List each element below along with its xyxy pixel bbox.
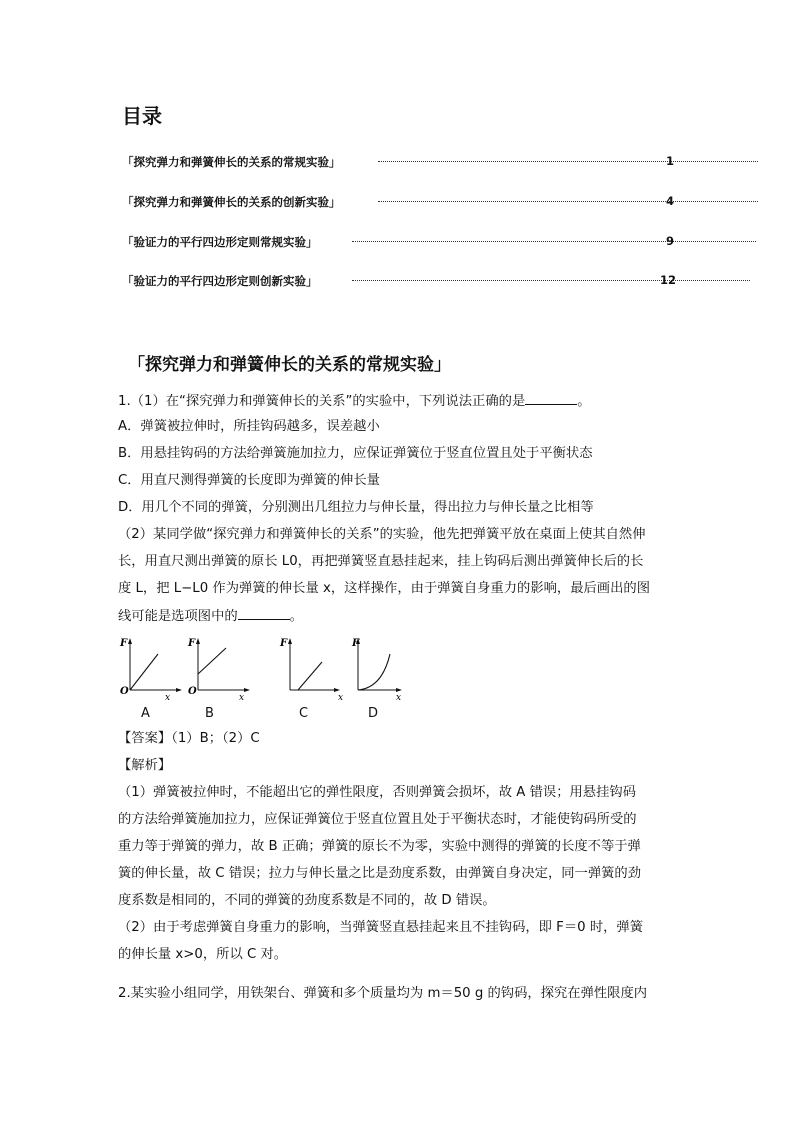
paragraph-line: 度 L，把 L−L0 作为弹簧的伸长量 x，这样操作，由于弹簧自身重力的影响，最后画出的图 bbox=[118, 581, 650, 596]
graph-c bbox=[272, 636, 354, 702]
option-c: C．用直尺测得弹簧的长度即为弹簧的伸长量 bbox=[118, 473, 380, 488]
toc-item[interactable] bbox=[122, 271, 678, 291]
graph-c-line bbox=[298, 662, 322, 690]
toc-item-label: 「探究弹力和弹簧伸长的关系的创新实验」 bbox=[122, 195, 341, 209]
graph-a-x-label: x bbox=[165, 693, 171, 702]
toc-leader-dots bbox=[352, 241, 756, 242]
answer-blank bbox=[525, 392, 577, 405]
question-2-line: 2.某实验小组同学，用铁架台、弹簧和多个质量均为 m＝50 g 的钩码，探究在弹性限度内 bbox=[118, 986, 648, 1001]
graph-d-x-label: x bbox=[396, 693, 402, 702]
question-stem bbox=[118, 392, 591, 411]
analysis-line: 的方法给弹簧施加拉力，应保证弹簧位于竖直位置且处于平衡状态时，才能使钩码所受的 bbox=[118, 812, 637, 827]
question-stem-end: 。 bbox=[577, 394, 591, 409]
analysis-title: 【解析】 bbox=[118, 758, 172, 773]
analysis-line: （2）由于考虑弹簧自身重力的影响，当弹簧竖直悬挂起来且不挂钩码，即 F＝0 时，弹簧 bbox=[118, 920, 644, 935]
graph-b-f-label: F bbox=[188, 638, 196, 649]
toc-item-label: 「探究弹力和弹簧伸长的关系的常规实验」 bbox=[122, 155, 341, 169]
paragraph-line-text: 线可能是选项图中的 bbox=[118, 609, 238, 624]
analysis-line: 的伸长量 x>0，所以 C 对。 bbox=[118, 947, 288, 962]
analysis-line: 度系数是相同的，不同的弹簧的劲度系数是不同的，故 D 错误。 bbox=[118, 893, 496, 908]
toc-leader-dots bbox=[352, 280, 750, 281]
graph-c-f-label: F bbox=[280, 638, 288, 649]
paragraph-line-end: 。 bbox=[289, 609, 303, 624]
graph-c-letter: C bbox=[299, 706, 309, 721]
graph-b-x-label: x bbox=[239, 693, 245, 702]
question-stem-text: 1.（1）在“探究弹力和弹簧伸长的关系”的实验中，下列说法正确的是 bbox=[118, 394, 526, 409]
graph-b-letter: B bbox=[205, 706, 214, 721]
graph-b-origin-label: O bbox=[188, 686, 197, 697]
graph-d-f-label: F bbox=[352, 638, 360, 649]
analysis-line: 簧的伸长量，故 C 错误；拉力与伸长量之比是劲度系数，由弹簧自身决定，同一弹簧的劲 bbox=[118, 866, 642, 881]
graph-b-line bbox=[198, 648, 226, 674]
graph-d-curve bbox=[358, 654, 390, 690]
graph-a-line bbox=[130, 654, 158, 690]
graph-a-f-label: F bbox=[120, 638, 128, 649]
graph-c-x-label: x bbox=[338, 693, 344, 702]
analysis-line: （1）弹簧被拉伸时，不能超出它的弹性限度，否则弹簧会损坏，故 A 错误；用悬挂钩码 bbox=[118, 785, 636, 800]
toc-item-page: 9 bbox=[666, 234, 675, 248]
toc-leader-dots bbox=[378, 161, 758, 162]
analysis-line: 重力等于弹簧的弹力，故 B 正确；弹簧的原长不为零，实验中测得的弹簧的长度不等于弹 bbox=[118, 839, 641, 854]
toc-item-label: 「验证力的平行四边形定则常规实验」 bbox=[122, 235, 318, 249]
graph-d-letter: D bbox=[368, 706, 379, 721]
toc-item-label: 「验证力的平行四边形定则创新实验」 bbox=[122, 274, 318, 288]
option-b: B．用悬挂钩码的方法给弹簧施加拉力，应保证弹簧位于竖直位置且处于平衡状态 bbox=[118, 446, 593, 461]
graph-a-origin-label: O bbox=[120, 686, 129, 697]
graph-b bbox=[186, 636, 268, 702]
toc-item-page: 12 bbox=[660, 273, 677, 287]
section-title: 「探究弹力和弹簧伸长的关系的常规实验」 bbox=[128, 355, 451, 375]
answer-line: 【答案】（1）B；（2）C bbox=[118, 731, 260, 746]
answer-blank bbox=[238, 607, 290, 620]
graph-a-letter: A bbox=[141, 706, 150, 721]
option-a: A．弹簧被拉伸时，所挂钩码越多，误差越小 bbox=[118, 419, 380, 434]
toc-leader-dots bbox=[378, 201, 758, 202]
toc-title: 目录 bbox=[122, 104, 162, 128]
paragraph-line: 长，用直尺测出弹簧的原长 L0，再把弹簧竖直悬挂起来，挂上钩码后测出弹簧伸长后的长 bbox=[118, 554, 644, 569]
option-d: D．用几个不同的弹簧，分别测出几组拉力与伸长量，得出拉力与伸长量之比相等 bbox=[118, 500, 594, 515]
paragraph-line bbox=[118, 607, 303, 626]
paragraph-line: （2）某同学做“探究弹力和弹簧伸长的关系”的实验，他先把弹簧平放在桌面上使其自然伸 bbox=[118, 527, 646, 542]
toc-item-page: 1 bbox=[666, 154, 675, 168]
graph-d bbox=[346, 636, 428, 702]
toc-item[interactable] bbox=[122, 152, 678, 172]
toc-item-page: 4 bbox=[666, 194, 675, 208]
toc-item[interactable] bbox=[122, 192, 678, 212]
toc-item[interactable] bbox=[122, 232, 678, 252]
